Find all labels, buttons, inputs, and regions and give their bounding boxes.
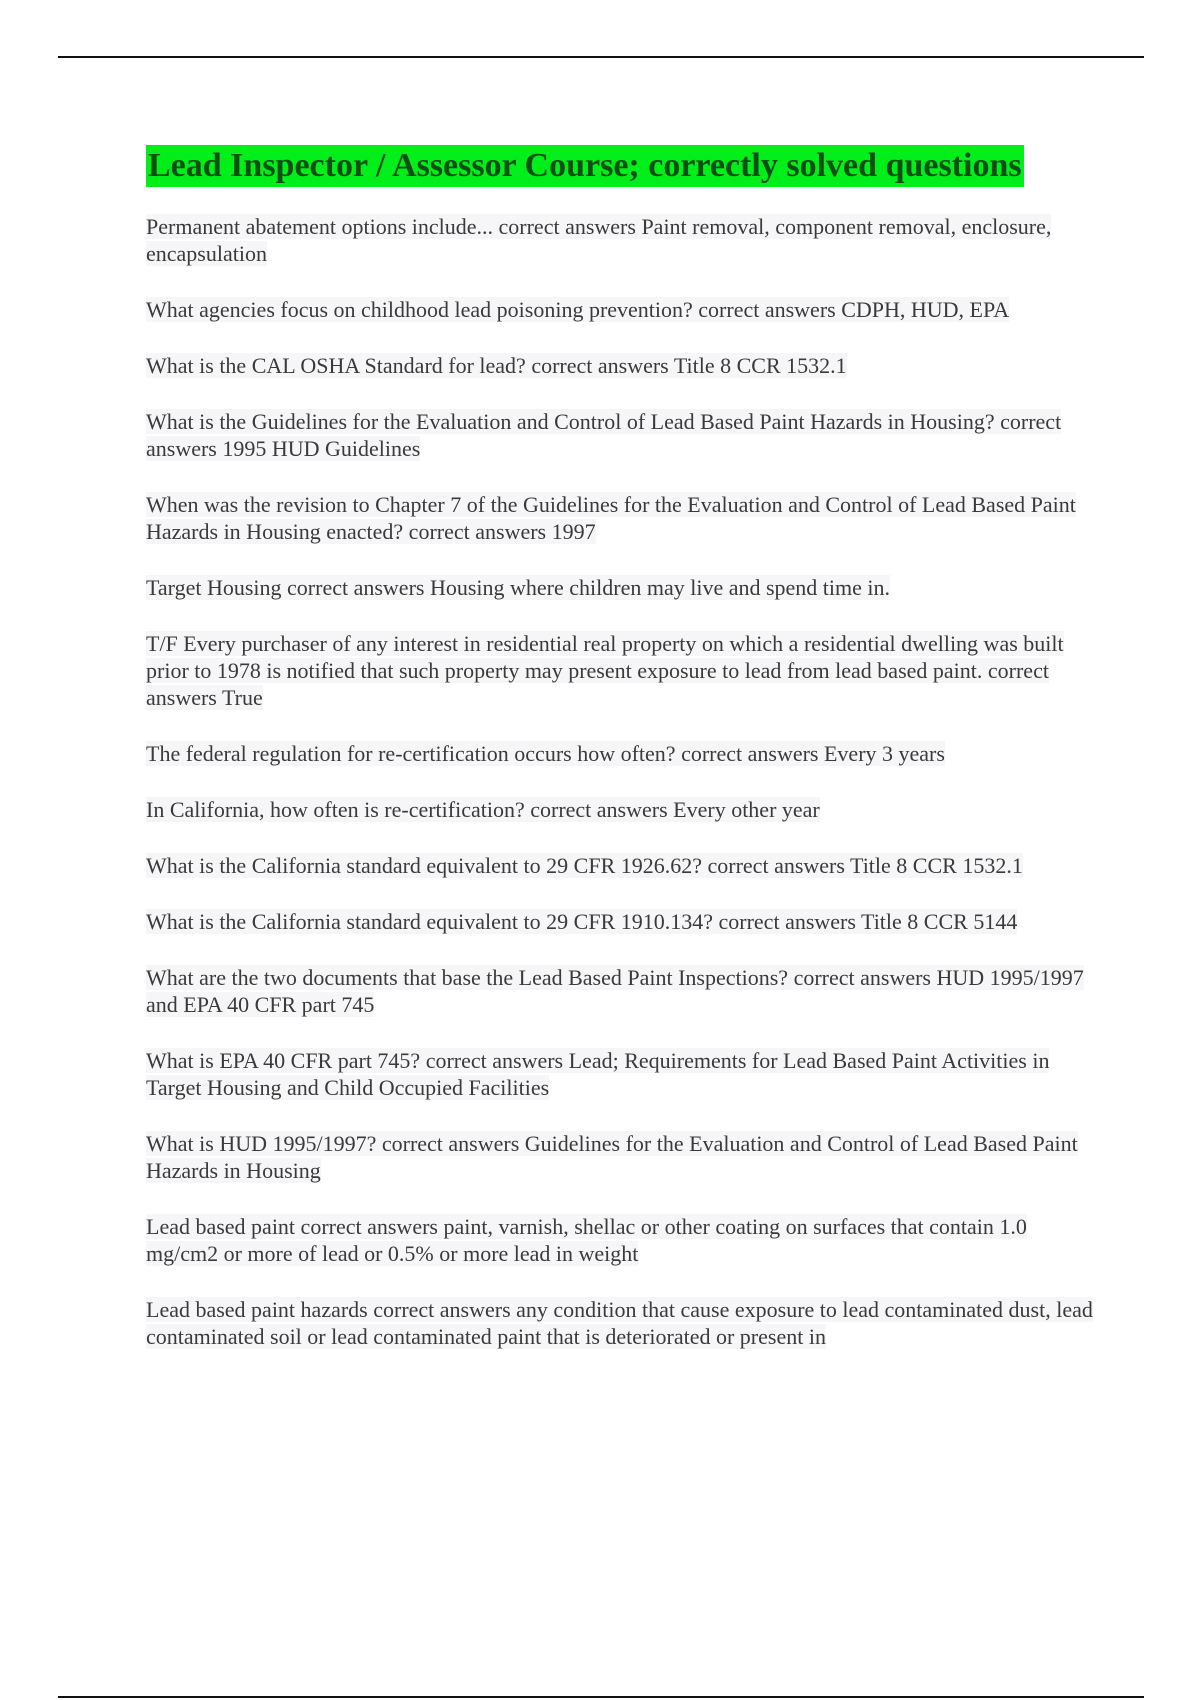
qa-item: What is HUD 1995/1997? correct answers Guidelines for the Evaluation and Control of Lead Based Paint Hazards in Housing [146, 1131, 1078, 1183]
qa-item: Target Housing correct answers Housing where children may live and spend time in. [146, 575, 891, 600]
qa-item: What is the Guidelines for the Evaluation and Control of Lead Based Paint Hazards in Housing? correct answers 1995 HUD Guidelines [146, 409, 1062, 461]
qa-item: Lead based paint hazards correct answers any condition that cause exposure to lead contaminated dust, lead contaminated soil or lead contaminated paint that is deteriorated or present in [146, 1297, 1093, 1349]
qa-item: Permanent abatement options include... correct answers Paint removal, component removal, enclosure, encapsulation [146, 214, 1052, 266]
document-title: Lead Inspector / Assessor Course; correctly solved questions [146, 145, 1024, 187]
qa-item: What are the two documents that base the Lead Based Paint Inspections? correct answers HUD 1995/1997 and EPA 40 CFR part 745 [146, 965, 1084, 1017]
qa-item: What agencies focus on childhood lead poisoning prevention? correct answers CDPH, HUD, EPA [146, 297, 1010, 322]
bottom-rule [58, 1696, 1144, 1698]
qa-item: What is the California standard equivalent to 29 CFR 1910.134? correct answers Title 8 CCR 5144 [146, 909, 1018, 934]
qa-item: What is EPA 40 CFR part 745? correct answers Lead; Requirements for Lead Based Paint Activities in Target Housing and Child Occupied Facilities [146, 1048, 1050, 1100]
qa-item: What is the CAL OSHA Standard for lead? correct answers Title 8 CCR 1532.1 [146, 353, 847, 378]
qa-item: The federal regulation for re-certification occurs how often? correct answers Every 3 years [146, 741, 945, 766]
document-body [146, 145, 1096, 1379]
qa-item: When was the revision to Chapter 7 of the Guidelines for the Evaluation and Control of Lead Based Paint Hazards in Housing enacted? correct answers 1997 [146, 492, 1076, 544]
qa-item: T/F Every purchaser of any interest in residential real property on which a residential dwelling was built prior to 1978 is notified that such property may present exposure to lead from lead based paint. correct answers True [146, 631, 1064, 710]
top-rule [58, 56, 1144, 58]
qa-item: In California, how often is re-certification? correct answers Every other year [146, 797, 820, 822]
qa-item: Lead based paint correct answers paint, varnish, shellac or other coating on surfaces that contain 1.0 mg/cm2 or more of lead or 0.5% or more lead in weight [146, 1214, 1027, 1266]
qa-item: What is the California standard equivalent to 29 CFR 1926.62? correct answers Title 8 CCR 1532.1 [146, 853, 1023, 878]
